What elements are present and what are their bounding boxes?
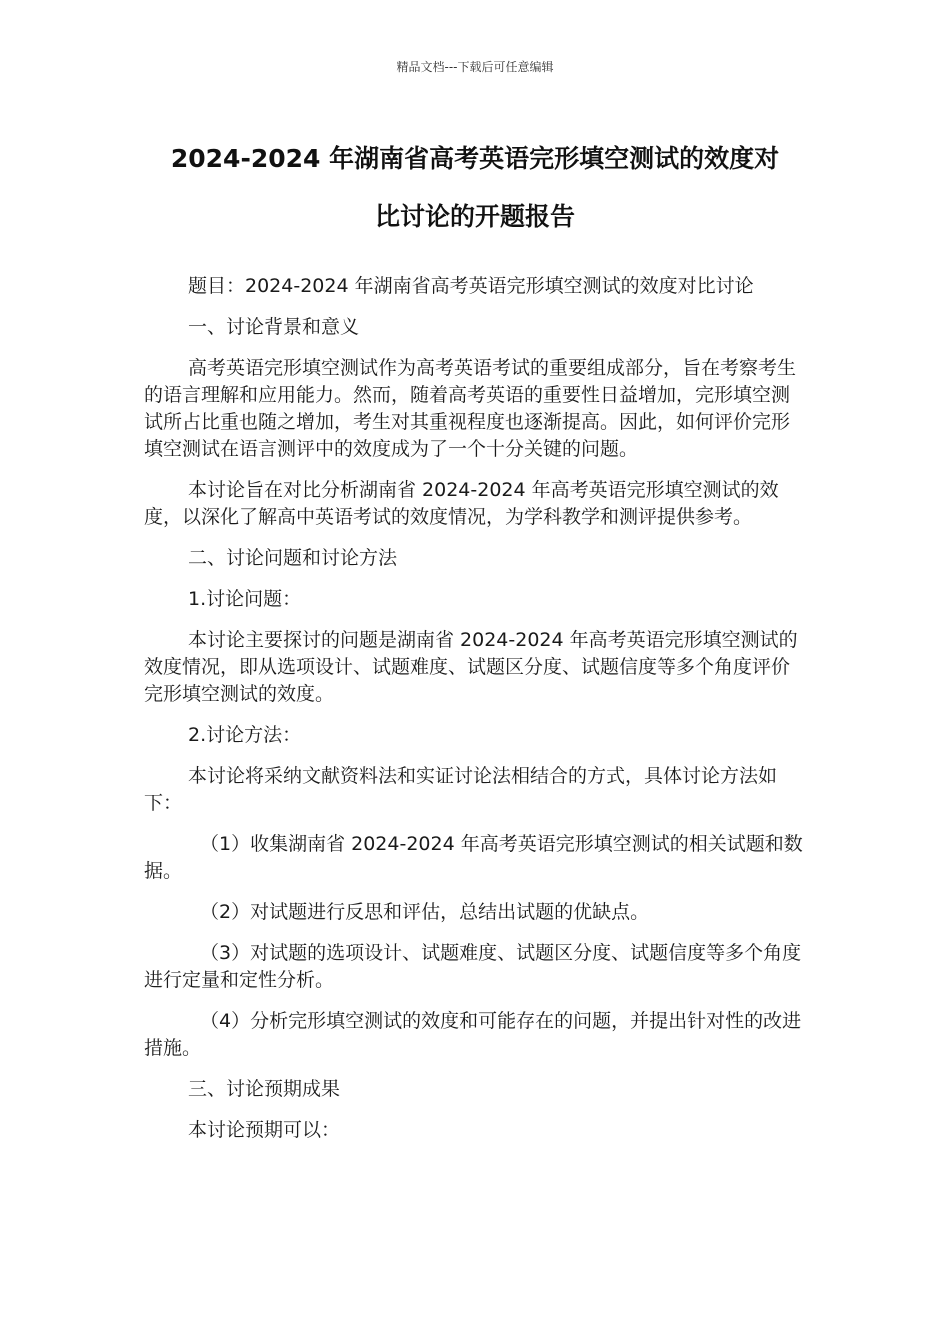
method-item-2: （2）对试题进行反思和评估，总结出试题的优缺点。: [200, 901, 650, 923]
header-note: 精品文档---下载后可任意编辑: [396, 60, 554, 74]
method-item-3: （3）对试题的选项设计、试题难度、试题区分度、试题信度等多个角度进行定量和定性分析。: [144, 942, 802, 991]
subheading-research-question: 1.讨论问题：: [188, 588, 302, 610]
background-paragraph-2: 本讨论旨在对比分析湖南省 2024-2024 年高考英语完形填空测试的效度，以深化了解高中英语考试的效度情况，为学科教学和测评提供参考。: [144, 479, 779, 528]
document-title-line-1: 2024-2024 年湖南省高考英语完形填空测试的效度对: [170, 144, 780, 173]
topic-line: 题目：2024-2024 年湖南省高考英语完形填空测试的效度对比讨论: [188, 275, 754, 297]
document-title-line-2: 比讨论的开题报告: [374, 202, 575, 231]
method-item-4: （4）分析完形填空测试的效度和可能存在的问题，并提出针对性的改进措施。: [144, 1010, 802, 1059]
research-method-paragraph: 本讨论将采纳文献资料法和实证讨论法相结合的方式，具体讨论方法如下：: [144, 765, 778, 814]
section-heading-background: 一、讨论背景和意义: [188, 316, 360, 338]
method-item-1: （1）收集湖南省 2024-2024 年高考英语完形填空测试的相关试题和数据。: [144, 833, 803, 882]
document-body: [144, 273, 808, 1158]
outcomes-paragraph: 本讨论预期可以：: [188, 1119, 341, 1141]
section-heading-outcomes: 三、讨论预期成果: [188, 1078, 341, 1100]
section-heading-methods: 二、讨论问题和讨论方法: [188, 547, 398, 569]
background-paragraph-1: 高考英语完形填空测试作为高考英语考试的重要组成部分，旨在考察考生的语言理解和应用能力。然而，随着高考英语的重要性日益增加，完形填空测试所占比重也随之增加，考生对其重视程度也逐渐提高。因此，如何评价完形填空测试在语言测评中的效度成为了一个十分关键的问题。: [144, 357, 797, 460]
subheading-research-method: 2.讨论方法：: [188, 724, 302, 746]
research-question-paragraph: 本讨论主要探讨的问题是湖南省 2024-2024 年高考英语完形填空测试的效度情况，即从选项设计、试题难度、试题区分度、试题信度等多个角度评价完形填空测试的效度。: [144, 629, 798, 705]
